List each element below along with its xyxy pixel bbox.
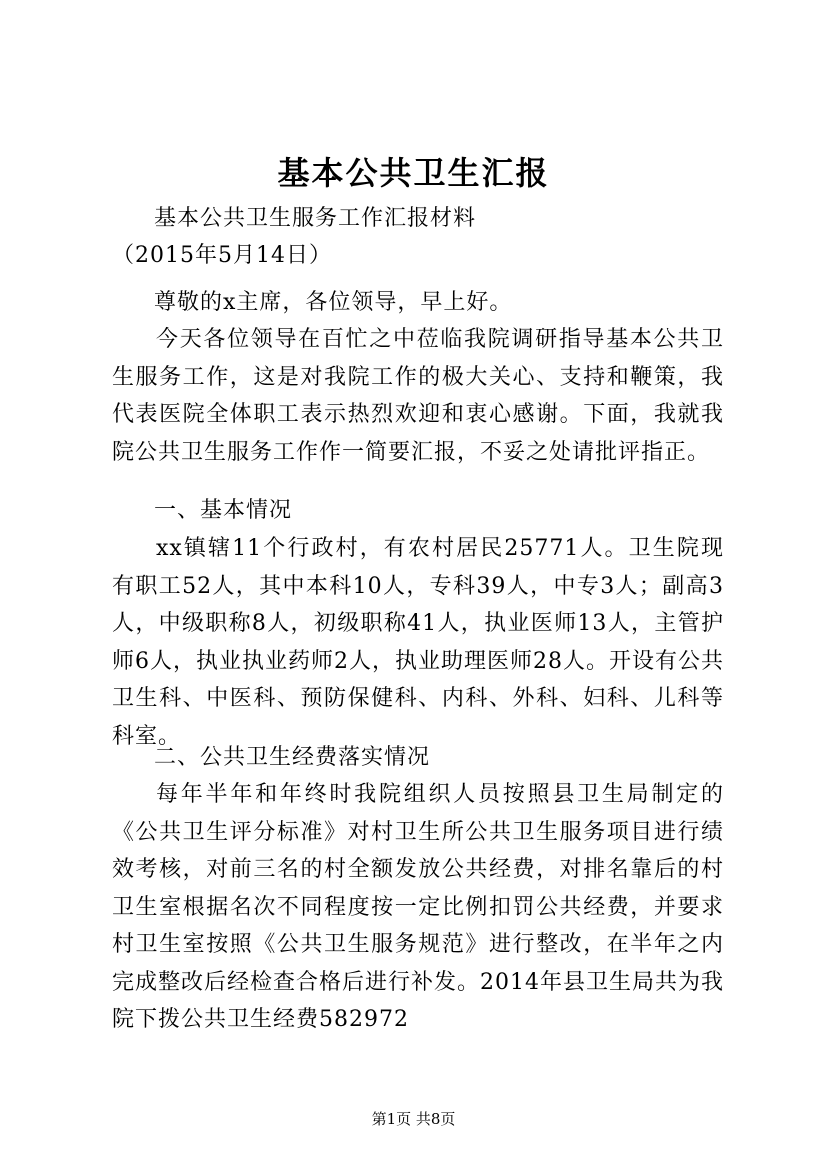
paragraph-basic-situation: xx镇辖11个行政村，有农村居民25771人。卫生院现有职工52人，其中本科10人，专科39人，中专3人；副高3人，中级职称8人，初级职称41人，执业医师13人，主管护师6人，执业执业药师2人，执业助理医师28人。开设有公共卫生科、中医科、预防保健科、内科、外科、妇科、儿科等科室。: [112, 536, 724, 749]
greeting: 尊敬的x主席，各位领导，早上好。: [154, 290, 513, 315]
heading-funding: 二、公共卫生经费落实情况: [154, 745, 431, 770]
heading-basic-situation: 一、基本情况: [154, 498, 293, 523]
paragraph-funding: 每年半年和年终时我院组织人员按照县卫生局制定的《公共卫生评分标准》对村卫生所公共卫生服务项目进行绩效考核，对前三名的村全额发放公共经费，对排名靠后的村卫生室根据名次不同程度按一定比例扣罚公共经费，并要求村卫生室按照《公共卫生服务规范》进行整改，在半年之内完成整改后经检查合格后进行补发。2014年县卫生局共为我院下拨公共卫生经费582972: [112, 782, 724, 1032]
document-subtitle: 基本公共卫生服务工作汇报材料: [154, 206, 477, 231]
document-date: （2015年5月14日）: [112, 243, 332, 268]
page-number: 第1页 共8页: [371, 1110, 456, 1128]
paragraph-intro: 今天各位领导在百忙之中莅临我院调研指导基本公共卫生服务工作，这是对我院工作的极大关心、支持和鞭策，我代表医院全体职工表示热烈欢迎和衷心感谢。下面，我就我院公共卫生服务工作作一简要汇报，不妥之处请批评指正。: [112, 327, 724, 465]
document-title: 基本公共卫生汇报: [277, 154, 550, 192]
